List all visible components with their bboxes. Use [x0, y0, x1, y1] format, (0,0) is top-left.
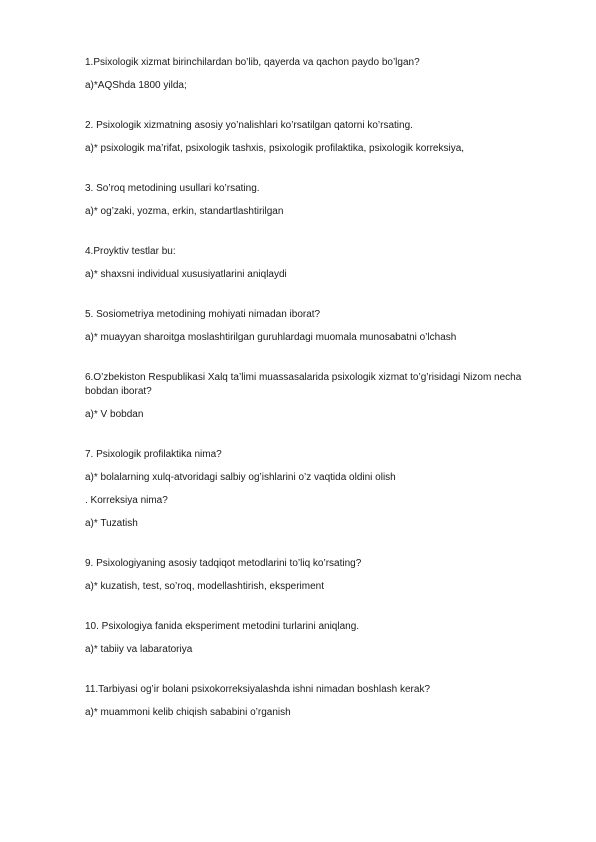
- question-list: [85, 56, 525, 720]
- question-text: . Korreksiya nima?: [85, 495, 168, 506]
- question-item-8: [85, 494, 525, 531]
- answer-text: a)* psixologik ma’rifat, psixologik tashxis, psixologik profilaktika, psixologik korreksiya,: [85, 143, 465, 154]
- answer-text: a)* og’zaki, yozma, erkin, standartlashtirilgan: [85, 206, 284, 217]
- spacer: [85, 422, 525, 448]
- answer-text: a)* V bobdan: [85, 409, 144, 420]
- answer-text: a)* kuzatish, test, so’roq, modellashtirish, eksperiment: [85, 581, 324, 592]
- question-item-6: [85, 371, 525, 422]
- spacer: [85, 657, 525, 683]
- question-text: 2. Psixologik xizmatning asosiy yo’nalishlari ko’rsatilgan qatorni ko’rsating.: [85, 120, 413, 131]
- answer-text: a)* muayyan sharoitga moslashtirilgan guruhlardagi muomala munosabatni o’lchash: [85, 332, 457, 343]
- question-item-11: [85, 683, 525, 720]
- answer-text: a)* muammoni kelib chiqish sababini o’rganish: [85, 707, 291, 718]
- question-item-10: [85, 620, 525, 657]
- spacer: [85, 345, 525, 371]
- question-item-1: [85, 56, 525, 93]
- spacer: [85, 93, 525, 119]
- answer-text: a)* Tuzatish: [85, 518, 138, 529]
- answer-text: a)* bolalarning xulq-atvoridagi salbiy og’ishlarini o’z vaqtida oldini olish: [85, 472, 396, 483]
- answer-text: a)* shaxsni individual xususiyatlarini aniqlaydi: [85, 269, 287, 280]
- question-text: 1.Psixologik xizmat birinchilardan bo’lib, qayerda va qachon paydo bo’lgan?: [85, 57, 420, 68]
- question-text: 11.Tarbiyasi og’ir bolani psixokorreksiyalashda ishni nimadan boshlash kerak?: [85, 684, 430, 695]
- question-item-7: [85, 448, 525, 485]
- question-item-3: [85, 182, 525, 219]
- spacer: [85, 531, 525, 557]
- question-text: 10. Psixologiya fanida eksperiment metodini turlarini aniqlang.: [85, 621, 360, 632]
- question-text: 6.O’zbekiston Respublikasi Xalq ta’limi muassasalarida psixologik xizmat to’g’risidagi Nizom necha bobdan iborat?: [85, 372, 522, 397]
- question-text: 3. So’roq metodining usullari ko’rsating.: [85, 183, 260, 194]
- question-text: 9. Psixologiyaning asosiy tadqiqot metodlarini to’liq ko’rsating?: [85, 558, 362, 569]
- question-text: 7. Psixologik profilaktika nima?: [85, 449, 222, 460]
- question-item-4: [85, 245, 525, 282]
- spacer: [85, 156, 525, 182]
- spacer: [85, 219, 525, 245]
- answer-text: a)*AQShda 1800 yilda;: [85, 80, 187, 91]
- answer-text: a)* tabiiy va labaratoriya: [85, 644, 193, 655]
- question-text: 4.Proyktiv testlar bu:: [85, 246, 176, 257]
- question-item-5: [85, 308, 525, 345]
- question-item-2: [85, 119, 525, 156]
- question-item-9: [85, 557, 525, 594]
- question-text: 5. Sosiometriya metodining mohiyati nimadan iborat?: [85, 309, 321, 320]
- spacer: [85, 594, 525, 620]
- spacer: [85, 282, 525, 308]
